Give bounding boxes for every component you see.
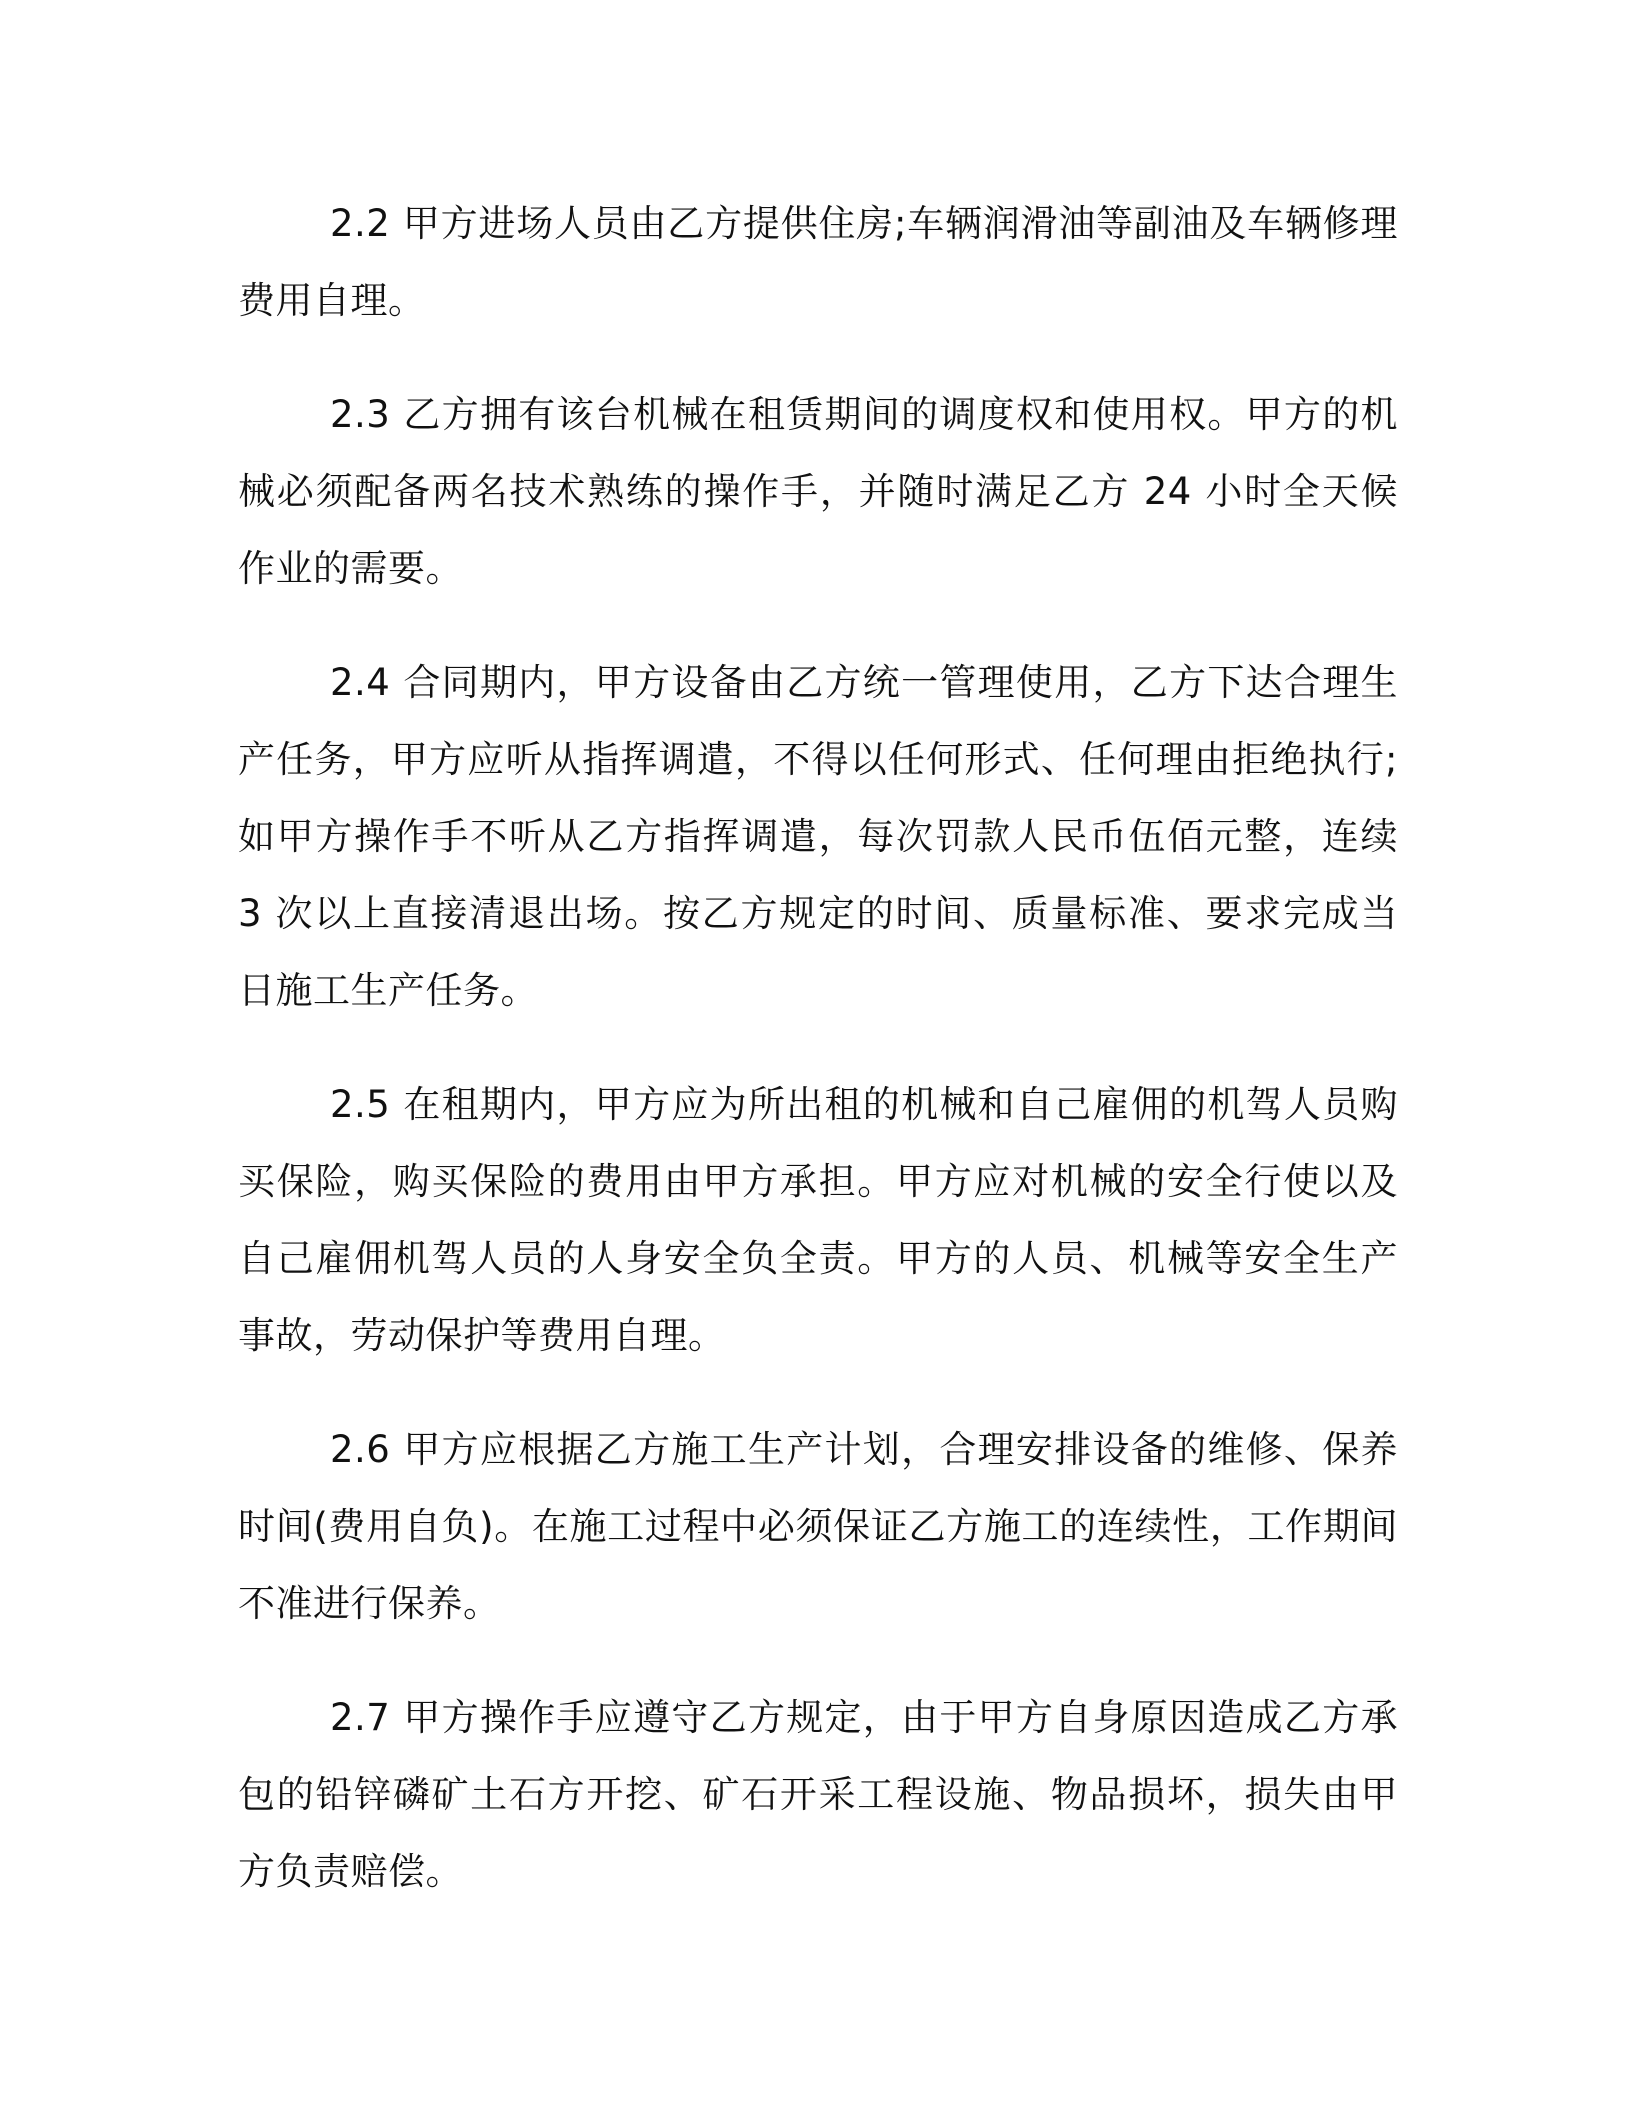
clause-2-5: 2.5 在租期内，甲方应为所出租的机械和自己雇佣的机驾人员购买保险，购买保险的费用由甲方承担。甲方应对机械的安全行使以及自己雇佣机驾人员的人身安全负全责。甲方的人员、机械等安全生产事故，劳动保护等费用自理。 (238, 1083, 1398, 1357)
clause-2-4: 2.4 合同期内，甲方设备由乙方统一管理使用，乙方下达合理生产任务，甲方应听从指挥调遣，不得以任何形式、任何理由拒绝执行;如甲方操作手不听从乙方指挥调遣，每次罚款人民币伍佰元整，连续 3 次以上直接清退出场。按乙方规定的时间、质量标准、要求完成当日施工生产任务。 (238, 661, 1398, 1012)
clause-2-3: 2.3 乙方拥有该台机械在租赁期间的调度权和使用权。甲方的机械必须配备两名技术熟练的操作手，并随时满足乙方 24 小时全天候作业的需要。 (238, 393, 1398, 590)
clause-2-2: 2.2 甲方进场人员由乙方提供住房;车辆润滑油等副油及车辆修理费用自理。 (238, 202, 1398, 322)
document-body (238, 185, 1398, 1947)
clause-2-7: 2.7 甲方操作手应遵守乙方规定，由于甲方自身原因造成乙方承包的铅锌磷矿土石方开挖、矿石开采工程设施、物品损坏，损失由甲方负责赔偿。 (238, 1696, 1398, 1893)
clause-2-6: 2.6 甲方应根据乙方施工生产计划，合理安排设备的维修、保养时间(费用自负)。在施工过程中必须保证乙方施工的连续性，工作期间不准进行保养。 (238, 1428, 1398, 1625)
